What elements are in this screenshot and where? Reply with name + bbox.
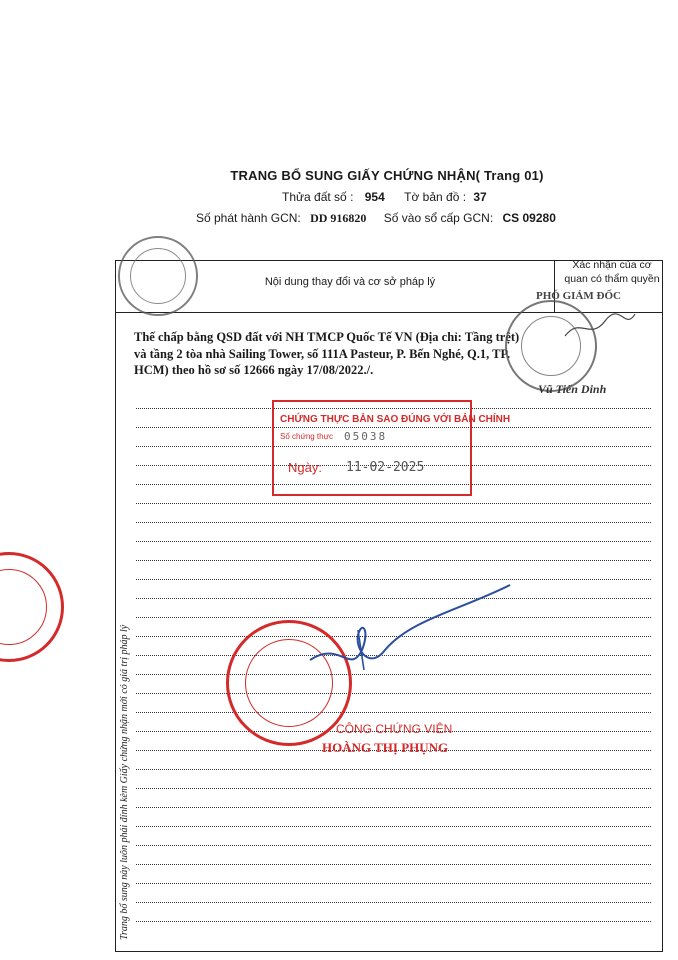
map-label: Tờ bản đồ : [404,190,467,204]
dotted-line [136,865,651,884]
gcn-label: Số phát hành GCN: [196,211,301,225]
stamp-number: 05038 [344,430,388,443]
notary-seal-partial [0,552,64,662]
column-header-authority: Xác nhận của cơ quan có thẩm quyền [564,259,660,285]
certification-stamp [272,400,511,496]
dotted-line [136,694,651,713]
dotted-line [136,523,651,542]
book-number: CS 09280 [502,211,556,225]
authority-signature [560,306,640,346]
dotted-line [136,561,651,580]
parcel-number: 954 [364,190,385,204]
dotted-line [136,504,651,523]
authority-position: PHÓ GIÁM ĐỐC [536,290,621,302]
stamp-heading: CHỨNG THỰC BẢN SAO ĐÚNG VỚI BẢN CHÍNH [280,414,511,425]
dotted-line [136,542,651,561]
parcel-info [282,190,487,204]
book-label: Số vào sổ cấp GCN: [383,211,494,225]
notary-title: CÔNG CHỨNG VIÊN [336,722,453,736]
dotted-line [136,789,651,808]
dotted-line [136,808,651,827]
parcel-label: Thửa đất số : [282,190,354,204]
dotted-line [136,846,651,865]
stamp-number-label: Số chứng thực [280,432,333,441]
registry-seal-left [118,236,198,316]
dotted-line [136,884,651,903]
gcn-number: DD 916820 [310,211,367,225]
margin-note: Trang bổ sung này luôn phải đính kèm Giấy chứng nhận mới có giá trị pháp lý [119,624,130,940]
page-title: TRANG BỔ SUNG GIẤY CHỨNG NHẬN( Trang 01) [230,168,544,183]
stamp-date: 11-02-2025 [346,460,425,475]
gcn-info [196,211,556,226]
notary-name: HOÀNG THỊ PHỤNG [322,740,449,755]
stamp-date-label: Ngày: [288,460,322,475]
dotted-line [136,770,651,789]
map-number: 37 [473,190,487,204]
dotted-line [136,827,651,846]
mortgage-entry: Thế chấp bằng QSD đất với NH TMCP Quốc Tế VN (Địa chỉ: Tầng trệt) và tầng 2 tòa nhà Sailing Tower, số 111A Pasteur, P. Bến Nghé, Q.1, TP. HCM) theo hồ sơ số 12666 ngày 17/08/2022./. [134,330,520,377]
authority-signer-name: Vũ Tiến Dinh [538,382,607,396]
notary-signature [300,580,520,690]
dotted-line [136,903,651,922]
column-header-content: Nội dung thay đổi và cơ sở pháp lý [264,276,436,288]
